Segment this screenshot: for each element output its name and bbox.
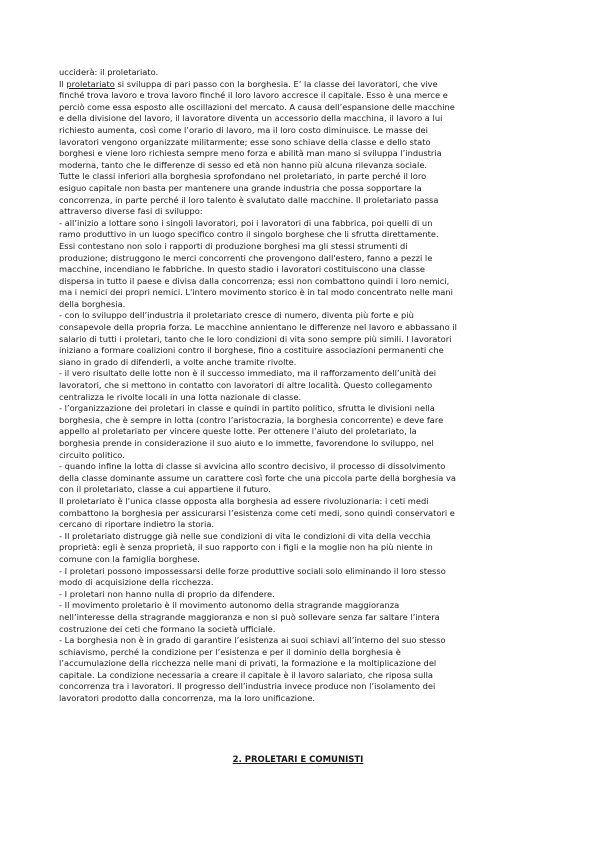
document-body [59,67,539,705]
text-line: attraverso diverse fasi di sviluppo: [59,206,203,217]
text-line: lavoratori vengono organizzate militarmente; esse sono schiave della classe e dello stato [59,136,431,147]
text-line: schiavismo, perché la condizione per l’esistenza e per il dominio della borghesia è [59,646,401,657]
text-line: l’accumulazione della ricchezza nelle mani di privati, la formazione e la moltiplicazione del [59,658,437,669]
text-line: circuito politico. [59,449,125,460]
text-line: Il proletariato è l’unica classe opposta alla borghesia ad essere rivoluzionaria: i ceti medi [59,495,429,506]
text-line: produzione; distruggono le merci concorrenti che provengono dall'estero, fanno a pezzi le [59,252,433,263]
text-line: Essi contestano non solo i rapporti di produzione borghesi ma gli stessi strumenti di [59,240,408,251]
text-line: modo di acquisizione della ricchezza. [59,577,214,588]
text-line: concorrenza tra i lavoratori. Il progresso dell’industria invece produce non l’isolamento dei [59,681,436,692]
text-line: consapevole della propria forza. Le macchine annientano le differenze nel lavoro e abbassano il [59,322,457,333]
text-line: - Il movimento proletario è il movimento autonomo della stragrande maggioranza [59,600,400,611]
text-line: - con lo sviluppo dell’industria il proletariato cresce di numero, diventa più forte e più [59,310,414,321]
text-line: cercano di riportare indietro la storia. [59,519,215,530]
text-line: - La borghesia non è in grado di garantire l’esistenza ai suoi schiavi all’interno del suo stesso [59,635,446,646]
text-line: - I proletari possono impossessarsi delle forze produttive sociali solo eliminando il loro stesso [59,565,446,576]
text-line: richiesto aumenta, così come l’orario di lavoro, ma il loro costo diminuisce. Le masse dei [59,124,428,135]
text-line: comune con la famiglia borghese. [59,553,200,564]
text-line: lavoratori, che si mettono in contatto con lavoratori di altre località. Questo collegamento [59,380,433,391]
text-line: concorrenza, in parte perché il loro talento è svalutato dalle macchine. Il proletariato passa [59,194,439,205]
text-line: lavoratori prodotto dalla concorrenza, ma la loro unificazione. [59,693,316,704]
text-line: macchine, incendiano le fabbriche. In questo stadio i lavoratori costituiscono una classe [59,264,426,275]
section-heading: 2. PROLETARI E COMUNISTI [232,755,364,765]
text-line: con il proletariato, classe a cui appartiene il futuro. [59,484,271,495]
text-line: moderna, tanto che le differenze di sesso ed età non hanno più alcuna rilevanza sociale. [59,159,428,170]
underlined-term: proletariato [66,78,115,89]
text-line: - il vero risultato delle lotte non è il successo immediato, ma il rafforzamento dell’unità dei [59,368,437,379]
text-line: nell’interesse della stragrande maggioranza e non si può sollevare senza far saltare l’intera [59,611,440,622]
text-line: esiguo capitale non basta per mantenere una grande industria che possa sopportare la [59,182,422,193]
text-line: ramo produttivo in un luogo specifico contro il singolo borghese che li sfrutta direttamente. [59,229,439,240]
text-line: della classe dominante assume un carattere così forte che una piccola parte della borghesia va [59,472,457,483]
text-line: perciò come essa esposto alle oscillazioni del mercato. A causa dell’espansione delle macchine [59,101,455,112]
text-segment: si sviluppa di pari passo con la borghesia. E’ la classe dei lavoratori, che vive [114,78,438,89]
text-line: - all’inizio a lottare sono i singoli lavoratori, poi i lavoratori di una fabbrica, poi quelli di un [59,217,433,228]
text-line: borghesi e viene loro richiesta sempre meno forza e abilità man mano si sviluppa l’industria [59,148,442,159]
text-line: - quando infine la lotta di classe si avvicina allo scontro decisivo, il processo di dissolvimento [59,461,446,472]
text-line: ma i nemici dei propri nemici. L'intero movimento storico è in tal modo concentrato nelle mani [59,287,453,298]
text-line: salario di tutti i proletari, tanto che le loro condizioni di vita sono sempre più simili. I lavoratori [59,333,452,344]
text-line: ucciderà: il proletariato. [59,67,159,77]
text-line: appello al proletariato per vincere queste lotte. Per ottenere l’aiuto del proletariato, la [59,426,417,437]
text-line: borghesia, che è sempre in lotta (contro l’aristocrazia, la borghesia concorrente) e deve fare [59,414,444,425]
text-line: borghesia prende in considerazione il suo aiuto e lo immette, favorendone lo sviluppo, nel [59,438,434,448]
text-line: centralizza le rivolte locali in una lotta nazionale di classe. [59,391,302,402]
text-line: Tutte le classi inferiori alla borghesia sprofondano nel proletariato, in parte perché il loro [59,171,427,182]
text-line: - I proletari non hanno nulla di proprio da difendere. [59,588,275,599]
text-line: capitale. La condizione necessaria a creare il capitale è il lavoro salariato, che riposa sulla [59,669,433,680]
text-line: proprietà: egli è senza proprietà, il suo rapporto con i figli e la moglie non ha più niente in [59,542,433,553]
text-line: - Il proletariato distrugge già nelle sue condizioni di vita le condizioni di vita della vecchia [59,530,431,541]
text-line: e della divisione del lavoro, il lavoratore diventa un accessorio della macchina, il lavoro a lui [59,113,443,124]
text-line: dispersa in tutto il paese e divisa dalla concorrenza; essi non combattono quindi i loro nemici, [59,275,450,286]
text-line: costruzione dei ceti che formano la società ufficiale. [59,623,276,634]
text-segment: Il [59,78,67,89]
text-line: iniziano a formare coalizioni contro il borghese, fino a costituire associazioni permanenti che [59,345,444,356]
text-line: della borghesia. [59,298,126,309]
text-line-with-underline [59,79,539,91]
text-line: - l’organizzazione dei proletari in classe e quindi in partito politico, sfrutta le divisioni nella [59,403,435,414]
text-line: siano in grado di difenderli, a volte anche tramite rivolte. [59,356,297,367]
text-line: combattono la borghesia per assicurarsi l’esistenza come ceti medi, sono quindi conservatori e [59,507,455,518]
text-line: finché trova lavoro e trova lavoro finché il loro lavoro accresce il capitale. Esso è una merce e [59,90,448,101]
